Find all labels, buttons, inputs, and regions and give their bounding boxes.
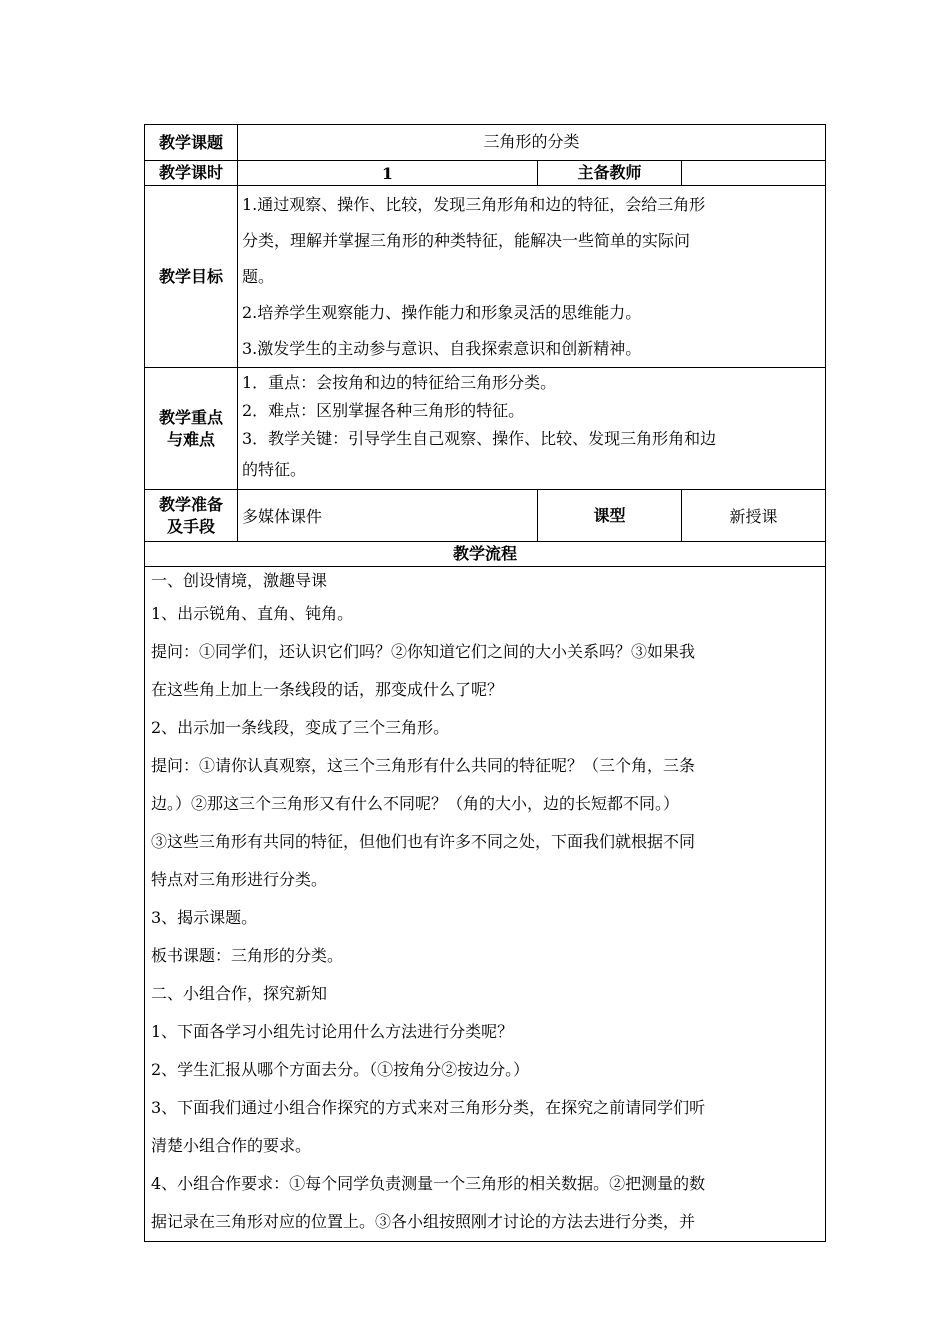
key-points-line: 3．教学关键：引导学生自己观察、操作、比较、发现三角形角和边 xyxy=(242,429,717,448)
key-points-line: 的特征。 xyxy=(242,460,307,479)
key-points-line: 1．重点：会按角和边的特征给三角形分类。 xyxy=(242,373,557,392)
flow-line: 3、揭示课题。 xyxy=(151,908,258,927)
row-goals xyxy=(145,186,826,368)
key-points-line: 2．难点：区别掌握各种三角形的特征。 xyxy=(242,401,525,420)
key-points-label-line2: 与难点 xyxy=(166,429,215,449)
goals-content xyxy=(238,186,826,368)
flow-line: 一、创设情境，激趣导课 xyxy=(151,571,328,590)
flow-line: 2、出示加一条线段，变成了三个三角形。 xyxy=(151,718,450,737)
goals-line: 分类，理解并掌握三角形的种类特征，能解决一些简单的实际问 xyxy=(242,231,691,250)
key-points-label xyxy=(145,368,238,490)
prep-label-line2: 及手段 xyxy=(166,516,215,536)
flow-line: 据记录在三角形对应的位置上。③各小组按照刚才讨论的方法去进行分类，并 xyxy=(151,1212,696,1231)
type-value: 新授课 xyxy=(682,490,826,542)
flow-line: ③这些三角形有共同的特征，但他们也有许多不同之处，下面我们就根据不同 xyxy=(151,832,696,851)
flow-line: 边。）②那这三个三角形又有什么不同呢？（角的大小，边的长短都不同。） xyxy=(151,794,680,813)
flow-line: 特点对三角形进行分类。 xyxy=(151,870,328,889)
lesson-plan-table xyxy=(144,124,826,1242)
teacher-label: 主备教师 xyxy=(538,161,682,186)
period-value: 1 xyxy=(238,161,538,186)
goals-line: 1.通过观察、操作、比较，发现三角形角和边的特征，会给三角形 xyxy=(242,195,706,214)
goals-line: 题。 xyxy=(242,267,275,286)
flow-line: 提问：①同学们，还认识它们吗？②你知道它们之间的大小关系吗？③如果我 xyxy=(151,642,696,661)
teacher-value xyxy=(682,161,826,186)
flow-line: 板书课题：三角形的分类。 xyxy=(151,946,344,965)
flow-header: 教学流程 xyxy=(145,542,826,567)
flow-line: 清楚小组合作的要求。 xyxy=(151,1136,312,1155)
flow-line: 提问：①请你认真观察，这三个三角形有什么共同的特征呢？（三个角，三条 xyxy=(151,756,696,775)
period-label: 教学课时 xyxy=(145,161,238,186)
row-topic xyxy=(145,125,826,161)
key-points-label-line1: 教学重点 xyxy=(158,407,223,427)
flow-line: 1、出示锐角、直角、钝角。 xyxy=(151,604,354,623)
goals-line: 3.激发学生的主动参与意识、自我探索意识和创新精神。 xyxy=(242,339,642,358)
goals-line: 2.培养学生观察能力、操作能力和形象灵活的思维能力。 xyxy=(242,303,642,322)
type-label: 课型 xyxy=(538,490,682,542)
row-key-points xyxy=(145,368,826,490)
flow-line: 2、学生汇报从哪个方面去分。（①按角分②按边分。） xyxy=(151,1060,530,1079)
flow-line: 3、下面我们通过小组合作探究的方式来对三角形分类，在探究之前请同学们听 xyxy=(151,1098,706,1117)
prep-label xyxy=(145,490,238,542)
flow-line: 1、下面各学习小组先讨论用什么方法进行分类呢？ xyxy=(151,1022,514,1041)
row-period xyxy=(145,161,826,186)
prep-label-line1: 教学准备 xyxy=(158,494,223,514)
row-prep xyxy=(145,490,826,542)
topic-value: 三角形的分类 xyxy=(238,125,826,161)
flow-line: 在这些角上加上一条线段的话，那变成什么了呢？ xyxy=(151,680,504,699)
flow-line: 二、小组合作，探究新知 xyxy=(151,984,328,1003)
goals-label: 教学目标 xyxy=(145,186,238,368)
prep-value: 多媒体课件 xyxy=(238,490,538,542)
topic-label: 教学课题 xyxy=(145,125,238,161)
flow-content xyxy=(145,567,826,1242)
flow-line: 4、小组合作要求：①每个同学负责测量一个三角形的相关数据。②把测量的数 xyxy=(151,1174,706,1193)
row-flow-header xyxy=(145,542,826,567)
row-flow-content xyxy=(145,567,826,1242)
key-points-content xyxy=(238,368,826,490)
